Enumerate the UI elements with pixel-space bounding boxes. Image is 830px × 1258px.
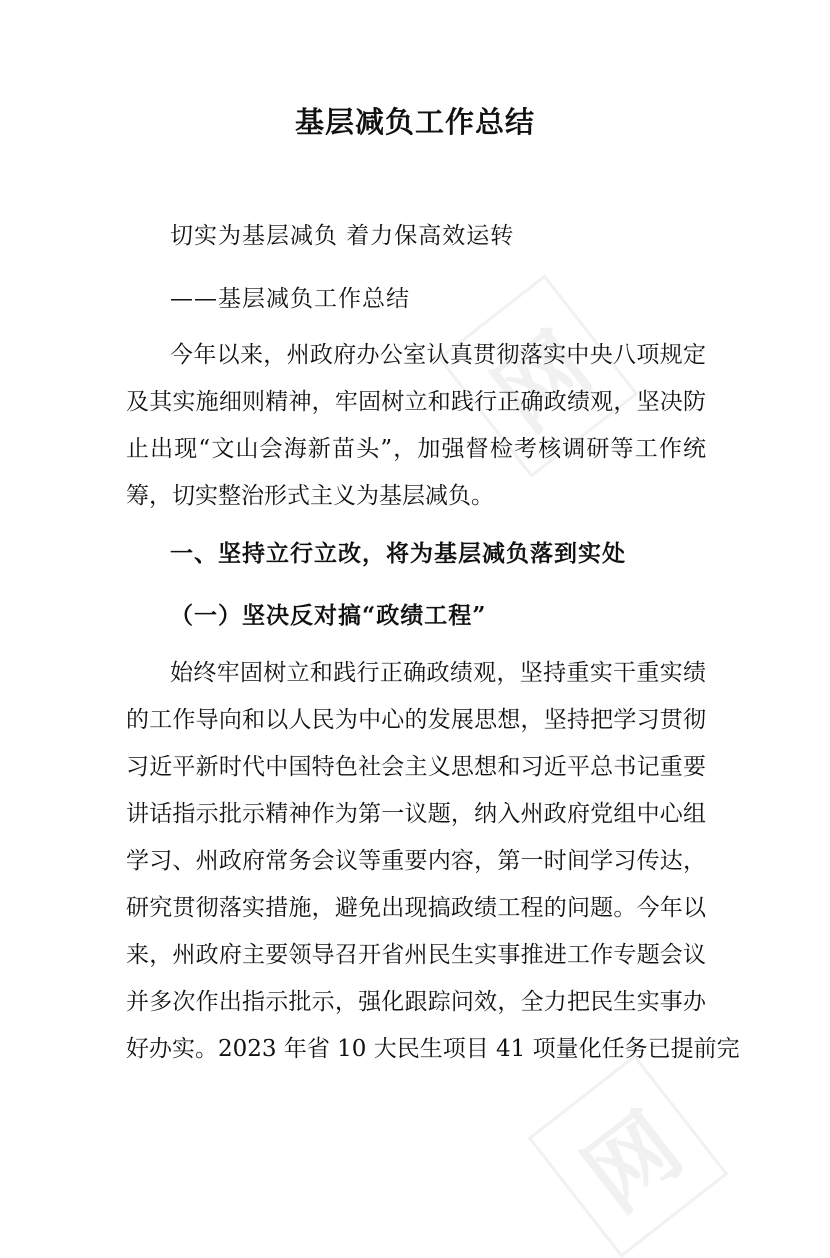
intro-line: 及其实施细则精神，牢固树立和践行正确政绩观，坚决防 xyxy=(126,389,706,415)
body-line: 学习、州政府常务会议等重要内容，第一时间学习传达， xyxy=(126,848,706,874)
body-line: 研究贯彻落实措施，避免出现搞政绩工程的问题。今年以 xyxy=(126,895,706,921)
body-line: 讲话指示批示精神作为第一议题，纳入州政府党组中心组 xyxy=(126,801,706,827)
intro-line: 止出现“文山会海新苗头”，加强督检考核调研等工作统 xyxy=(126,436,706,462)
intro-line: 今年以来，州政府办公室认真贯彻落实中央八项规定 xyxy=(170,342,706,368)
intro-line: 筹，切实整治形式主义为基层减负。 xyxy=(126,483,494,509)
subsection-heading: （一）坚决反对搞“政绩工程” xyxy=(170,602,487,629)
body-line: 并多次作出指示批示，强化跟踪问效，全力把民生实事办 xyxy=(126,989,706,1015)
body-line: 的工作导向和以人民为中心的发展思想，坚持把学习贯彻 xyxy=(126,707,706,733)
body-line: 好办实。2023 年省 10 大民生项目 41 项量化任务已提前完 xyxy=(126,1036,740,1062)
intro-paragraph xyxy=(126,332,706,520)
body-paragraph xyxy=(126,650,740,1073)
section-heading: 一、坚持立行立改，将为基层减负落到实处 xyxy=(170,540,626,567)
subtitle-dash: ——基层减负工作总结 xyxy=(170,286,410,312)
body-line: 始终牢固树立和践行正确政绩观，坚持重实干重实绩 xyxy=(170,660,706,686)
subtitle: 切实为基层减负 着力保高效运转 xyxy=(170,223,515,249)
body-line: 来，州政府主要领导召开省州民生实事推进工作专题会议 xyxy=(126,942,706,968)
body-line: 习近平新时代中国特色社会主义思想和习近平总书记重要 xyxy=(126,754,706,780)
document-title: 基层减负工作总结 xyxy=(294,105,535,139)
watermark: 网 xyxy=(528,1054,729,1258)
watermark: 网 xyxy=(438,274,639,478)
